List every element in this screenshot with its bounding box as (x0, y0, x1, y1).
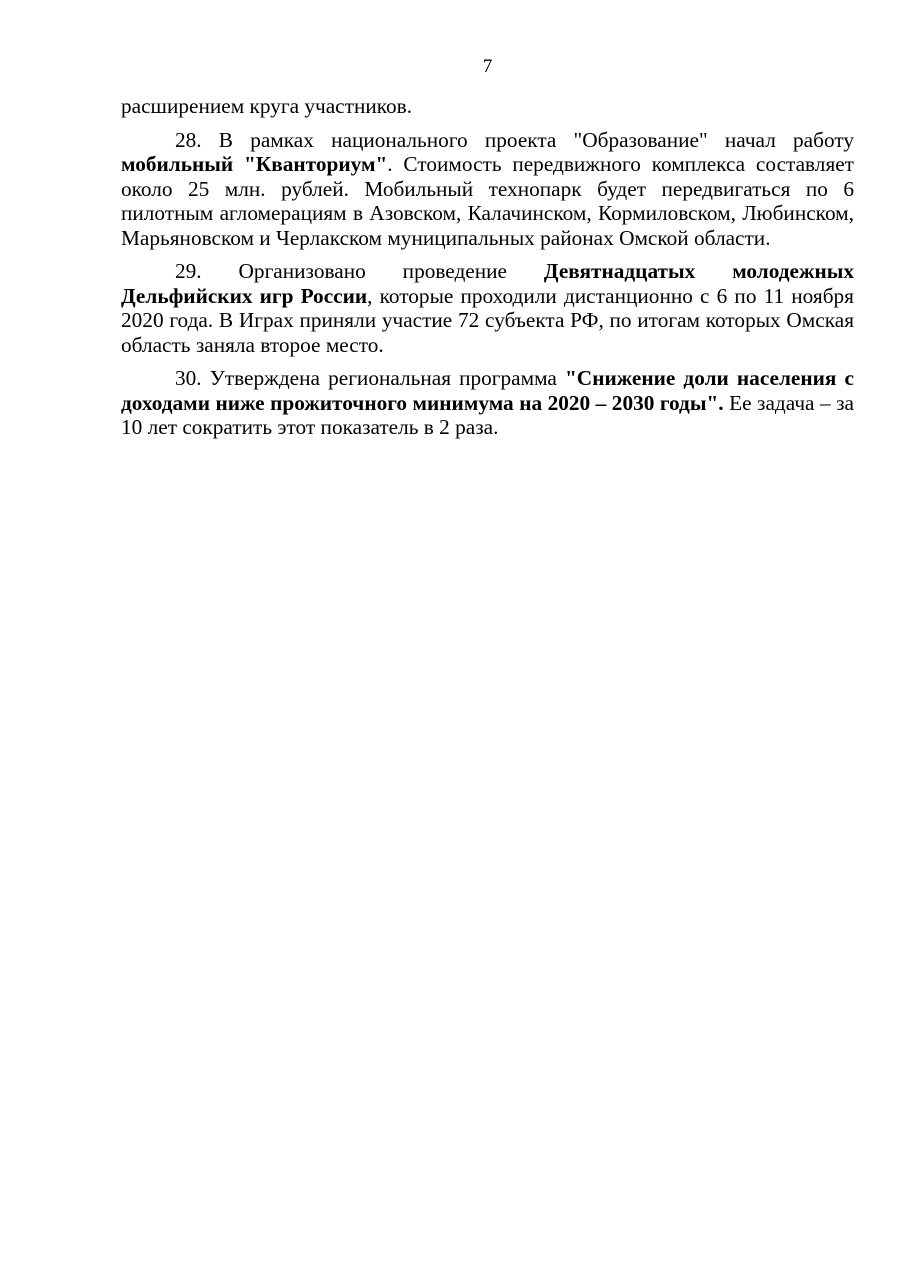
paragraph-29-lead: 29. Организовано проведение (175, 259, 544, 283)
paragraph-28-bold: мобильный "Кванториум" (121, 152, 388, 176)
paragraph-30-lead: 30. Утверждена региональная программа (175, 366, 565, 390)
page-number: 7 (482, 56, 493, 77)
paragraph-29-tail: , которые проходили дистанционно с 6 по 11 ноября 2020 года. В Играх приняли участие 72 субъекта РФ, по итогам которых Омская область заняла второе место. (121, 283, 854, 357)
paragraph-30-tail: Ее задача – за 10 лет сократить этот показатель в 2 раза. (121, 390, 854, 439)
paragraph-29 (121, 259, 854, 357)
paragraph-continuation-text: расширением круга участников. (121, 94, 413, 118)
paragraph-30 (121, 366, 854, 440)
document-body (121, 94, 854, 449)
paragraph-continuation (121, 94, 854, 119)
paragraph-28 (121, 128, 854, 251)
paragraph-30-bold: "Снижение доли населения с доходами ниже прожиточного минимума на 2020 – 2030 годы". (121, 366, 854, 415)
paragraph-29-bold: Девятнадцатых молодежных Дельфийских игр России (121, 259, 854, 308)
paragraph-28-tail: . Стоимость передвижного комплекса составляет около 25 млн. рублей. Мобильный технопарк будет передвигаться по 6 пилотным агломерациям в Азовском, Калачинском, Кормиловском, Любинском, Марьяновском и Черлакском муниципальных районах Омской области. (121, 152, 854, 250)
paragraph-28-lead: 28. В рамках национального проекта "Образование" начал работу (175, 127, 854, 152)
